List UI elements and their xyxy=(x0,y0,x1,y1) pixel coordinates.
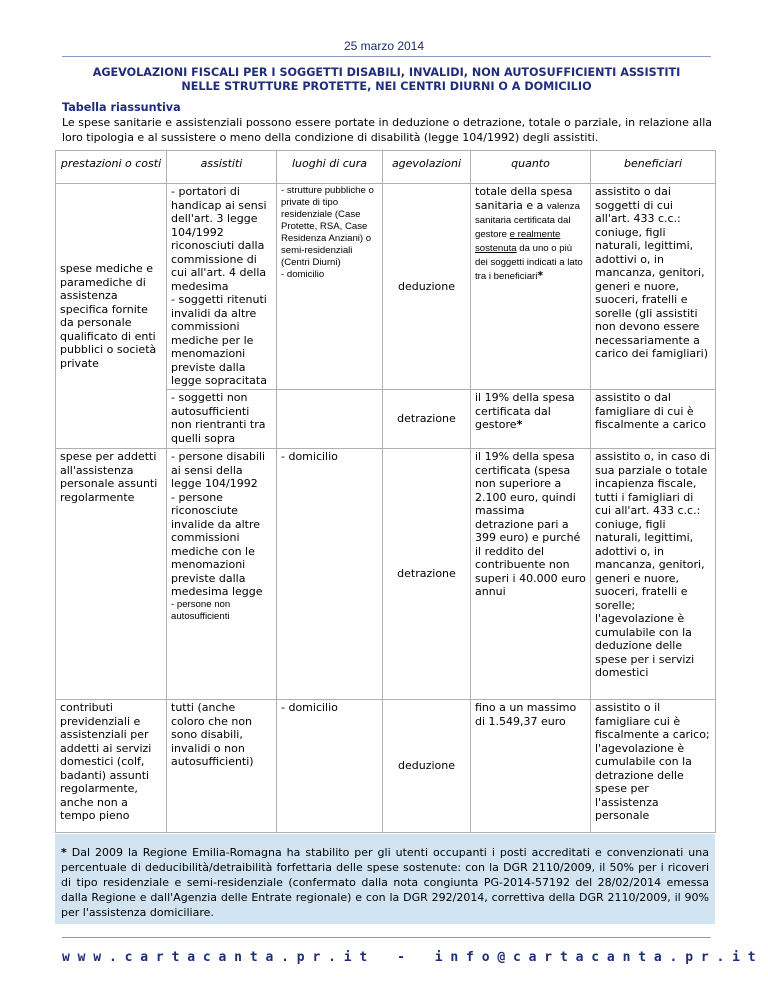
footnote xyxy=(55,834,715,924)
footnote-star: * xyxy=(537,268,544,282)
footer-separator: - xyxy=(397,950,405,965)
page-title xyxy=(62,66,711,94)
footnote-text: Dal 2009 la Regione Emilia-Romagna ha stabilito per gli utenti occupanti i posti accreditati e convenzionati una percentuale di deducibilità/detraibilità forfettaria delle spese sostenute: con la DGR 2110/2009, il 50% per i ricoveri di tipo residenziale e semi-residenziale (confermato dalla nota congiunta PG-2014-57192 del 28/02/2014 emessa dalla Regione e dall'Agenzia delle Entrate regionale) e con la DGR 292/2014, correttiva della DGR 2110/2009, il 90% per l'assistenza domiciliare. xyxy=(61,846,709,919)
footnote-star: * xyxy=(61,846,67,859)
table-row xyxy=(56,449,716,700)
cell-agevolazioni: deduzione xyxy=(383,700,471,833)
cell-quanto xyxy=(471,184,591,390)
cell-agevolazioni: deduzione xyxy=(383,184,471,390)
cell-luoghi: - domicilio xyxy=(277,449,383,700)
col-header-beneficiari: beneficiari xyxy=(591,151,716,184)
summary-heading: Tabella riassuntiva xyxy=(62,101,181,114)
cell-beneficiari: assistito o, in caso di sua parziale o totale incapienza fiscale, tutti i famigliari di cui all'art. 433 c.c.: coniuge, figli naturali, legittimi, adottivi o, in mancanza, genitori, generi e nuore, suoceri, fratelli e sorelle; l'agevolazione è cumulabile con la deduzione delle spese per i servizi domestici xyxy=(591,449,716,700)
quanto-text-a: totale della spesa sanitaria e a xyxy=(475,185,573,212)
cell-prestazioni: spese mediche e paramediche di assistenza specifica fornite da personale qualificato di enti pubblici o società private xyxy=(56,184,167,449)
summary-text: Le spese sanitarie e assistenziali possono essere portate in deduzione o detrazione, totale o parziale, in relazione alla loro tipologia e al sussistere o meno della condizione di disabilità (legge 104/1992) degli assistiti. xyxy=(62,116,712,144)
cell-assistiti xyxy=(167,449,277,700)
col-header-agevolazioni: agevolazioni xyxy=(383,151,471,184)
cell-prestazioni: contributi previdenziali e assistenziali per addetti ai servizi domestici (colf, badanti) assunti regolarmente, anche non a tempo pieno xyxy=(56,700,167,833)
header-date: 25 marzo 2014 xyxy=(343,39,425,53)
cell-quanto xyxy=(471,390,591,449)
summary-table xyxy=(55,150,716,833)
title-line-2: NELLE STRUTTURE PROTETTE, NEI CENTRI DIURNI O A DOMICILIO xyxy=(181,80,592,93)
footer-divider xyxy=(62,937,711,938)
col-header-quanto: quanto xyxy=(471,151,591,184)
col-header-luoghi: luoghi di cura xyxy=(277,151,383,184)
table-row xyxy=(56,184,716,390)
cell-prestazioni: spese per addetti all'assistenza personale assunti regolarmente xyxy=(56,449,167,700)
assistiti-text-small: - persone non autosufficienti xyxy=(171,598,231,622)
title-line-1: AGEVOLAZIONI FISCALI PER I SOGGETTI DISABILI, INVALIDI, NON AUTOSUFFICIENTI ASSISTITI xyxy=(92,66,681,79)
footer-website-link[interactable]: w w w . c a r t a c a n t a . p r . i t xyxy=(62,950,368,965)
cell-quanto: il 19% della spesa certificata (spesa non superiore a 2.100 euro, quindi massima detrazione pari a 399 euro) e purché il reddito del contribuente non superi i 40.000 euro annui xyxy=(471,449,591,700)
cell-beneficiari: assistito o il famigliare cui è fiscalmente a carico; l'agevolazione è cumulabile con la detrazione delle spese per l'assistenza personale xyxy=(591,700,716,833)
cell-agevolazioni: detrazione xyxy=(383,390,471,449)
quanto-text-b: valenza sanitaria certificata dal gestore xyxy=(475,200,580,240)
footer xyxy=(62,950,756,965)
cell-assistiti: - portatori di handicap ai sensi dell'art. 3 legge 104/1992 riconosciuti dalla commissione di cui all'art. 4 della medesima - soggetti ritenuti invalidi da altre commissioni mediche per le menomazioni previste dalla legge sopracitata xyxy=(167,184,277,390)
assistiti-text: - persone disabili ai sensi della legge 104/1992 - persone riconosciute invalide da altre commissioni mediche con le menomazioni previste dalla medesima legge xyxy=(171,450,266,598)
cell-luoghi: - strutture pubbliche o private di tipo residenziale (Case Protette, RSA, Case Residenza Anziani) o semi-residenziali (Centri Diurni) - domicilio xyxy=(277,184,383,390)
col-header-prestazioni: prestazioni o costi xyxy=(56,151,167,184)
table-row xyxy=(56,700,716,833)
cell-luoghi xyxy=(277,390,383,449)
quanto-text-c: e realmente sostenuta xyxy=(475,228,561,254)
cell-luoghi: - domicilio xyxy=(277,700,383,833)
cell-quanto: fino a un massimo di 1.549,37 euro xyxy=(471,700,591,833)
quanto-text: il 19% della spesa certificata dal gestore xyxy=(475,391,575,431)
table-header-row xyxy=(56,151,716,184)
cell-agevolazioni: detrazione xyxy=(383,449,471,700)
col-header-assistiti: assistiti xyxy=(167,151,277,184)
cell-beneficiari: assistito o dai soggetti di cui all'art. 433 c.c.: coniuge, figli naturali, legittimi, adottivi o, in mancanza, genitori, generi e nuore, suoceri, fratelli e sorelle (gli assistiti non devono essere necessariamente a carico dei famigliari) xyxy=(591,184,716,390)
cell-assistiti: tutti (anche coloro che non sono disabili, invalidi o non autosufficienti) xyxy=(167,700,277,833)
cell-beneficiari: assistito o dal famigliare di cui è fiscalmente a carico xyxy=(591,390,716,449)
footnote-star: * xyxy=(516,418,523,431)
header-divider xyxy=(62,56,711,57)
cell-assistiti: - soggetti non autosufficienti non rientranti tra quelli sopra xyxy=(167,390,277,449)
quanto-text-d: da uno o più dei soggetti indicati a lato tra i beneficiari xyxy=(475,242,583,282)
footer-email-link[interactable]: i n f o @ c a r t a c a n t a . p r . i t xyxy=(434,950,756,965)
